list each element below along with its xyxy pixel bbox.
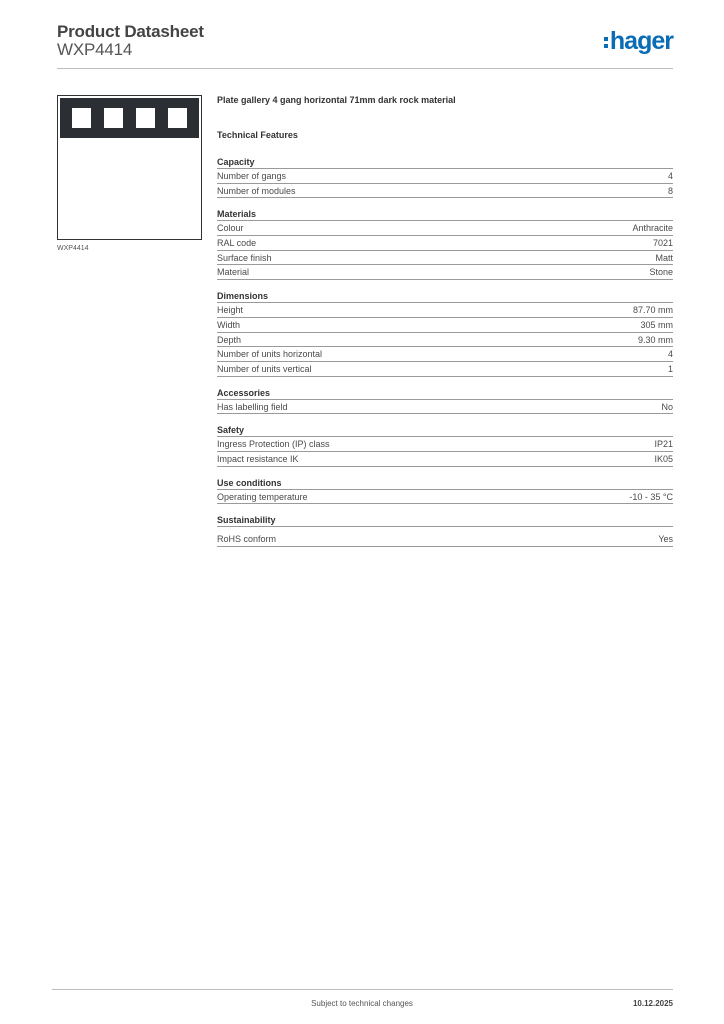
spec-value: 87.70 mm xyxy=(632,305,673,316)
spec-row xyxy=(217,490,673,505)
hager-logo xyxy=(604,26,673,56)
footer-date: 10.12.2025 xyxy=(632,999,673,1008)
spec-label: Number of units vertical xyxy=(217,363,312,374)
section-materials xyxy=(217,207,673,280)
spec-value: 8 xyxy=(667,185,673,196)
section-title: Sustainability xyxy=(217,513,673,527)
section-dimensions xyxy=(217,289,673,376)
section-title: Dimensions xyxy=(217,289,673,303)
spec-row xyxy=(217,169,673,184)
gang-opening xyxy=(72,108,91,128)
footer-note: Subject to technical changes xyxy=(311,999,413,1008)
section-title: Capacity xyxy=(217,155,673,169)
gang-opening xyxy=(136,108,155,128)
spec-value: -10 - 35 °C xyxy=(629,491,673,502)
spec-row xyxy=(217,318,673,333)
page-header xyxy=(57,20,673,70)
spec-row xyxy=(217,265,673,280)
section-title: Materials xyxy=(217,207,673,221)
logo-wordmark: hager xyxy=(609,27,673,55)
spec-value: Stone xyxy=(649,267,673,278)
section-safety xyxy=(217,423,673,466)
section-accessories xyxy=(217,386,673,415)
spec-value: 7021 xyxy=(652,238,673,249)
section-use-conditions xyxy=(217,476,673,505)
header-divider xyxy=(57,68,673,69)
spec-value: 305 mm xyxy=(640,319,673,330)
image-caption: WXP4414 xyxy=(57,245,89,252)
spec-row xyxy=(217,236,673,251)
spec-row xyxy=(217,452,673,467)
section-title: Use conditions xyxy=(217,476,673,490)
spec-label: RoHS conform xyxy=(217,534,277,545)
spec-value: 1 xyxy=(667,363,673,374)
spec-row xyxy=(217,184,673,199)
spec-label: Width xyxy=(217,319,241,330)
spec-label: Colour xyxy=(217,223,244,234)
spec-value: 4 xyxy=(667,349,673,360)
spec-label: Height xyxy=(217,305,244,316)
spec-row xyxy=(217,347,673,362)
spec-label: Surface finish xyxy=(217,252,272,263)
spec-label: Impact resistance IK xyxy=(217,453,299,464)
spec-label: Number of units horizontal xyxy=(217,349,323,360)
product-image xyxy=(57,95,202,240)
spec-row xyxy=(217,303,673,318)
spec-value: IK05 xyxy=(654,453,673,464)
spec-row xyxy=(217,221,673,236)
spec-value: Matt xyxy=(655,252,673,263)
gang-opening xyxy=(168,108,187,128)
spec-row xyxy=(217,362,673,377)
section-capacity xyxy=(217,155,673,198)
spec-row xyxy=(217,251,673,266)
plate-illustration xyxy=(60,98,199,138)
spec-label: Number of modules xyxy=(217,185,296,196)
spec-label: Operating temperature xyxy=(217,491,308,502)
spec-row xyxy=(217,532,673,547)
spec-value: No xyxy=(661,401,673,412)
spec-row xyxy=(217,333,673,348)
spec-value: Yes xyxy=(658,534,673,545)
features-heading: Technical Features xyxy=(217,130,298,140)
spec-row xyxy=(217,400,673,415)
spec-content xyxy=(217,95,673,556)
gang-opening xyxy=(104,108,123,128)
spec-label: Ingress Protection (IP) class xyxy=(217,439,330,450)
spec-value: Anthracite xyxy=(632,223,673,234)
footer-divider xyxy=(52,989,673,990)
spec-label: RAL code xyxy=(217,238,257,249)
product-code: WXP4414 xyxy=(57,40,133,59)
spec-row xyxy=(217,437,673,452)
document-title: Product Datasheet xyxy=(57,22,204,41)
section-title: Safety xyxy=(217,423,673,437)
spec-label: Number of gangs xyxy=(217,171,287,181)
spec-value: IP21 xyxy=(654,439,673,450)
logo-colon-mark xyxy=(604,37,608,48)
section-title: Accessories xyxy=(217,386,673,400)
spec-value: 9.30 mm xyxy=(637,334,673,345)
spec-value: 4 xyxy=(667,171,673,181)
spec-label: Material xyxy=(217,267,250,278)
spec-label: Has labelling field xyxy=(217,401,288,412)
spec-label: Depth xyxy=(217,334,242,345)
section-sustainability xyxy=(217,513,673,547)
product-description: Plate gallery 4 gang horizontal 71mm dark rock material xyxy=(217,95,456,105)
